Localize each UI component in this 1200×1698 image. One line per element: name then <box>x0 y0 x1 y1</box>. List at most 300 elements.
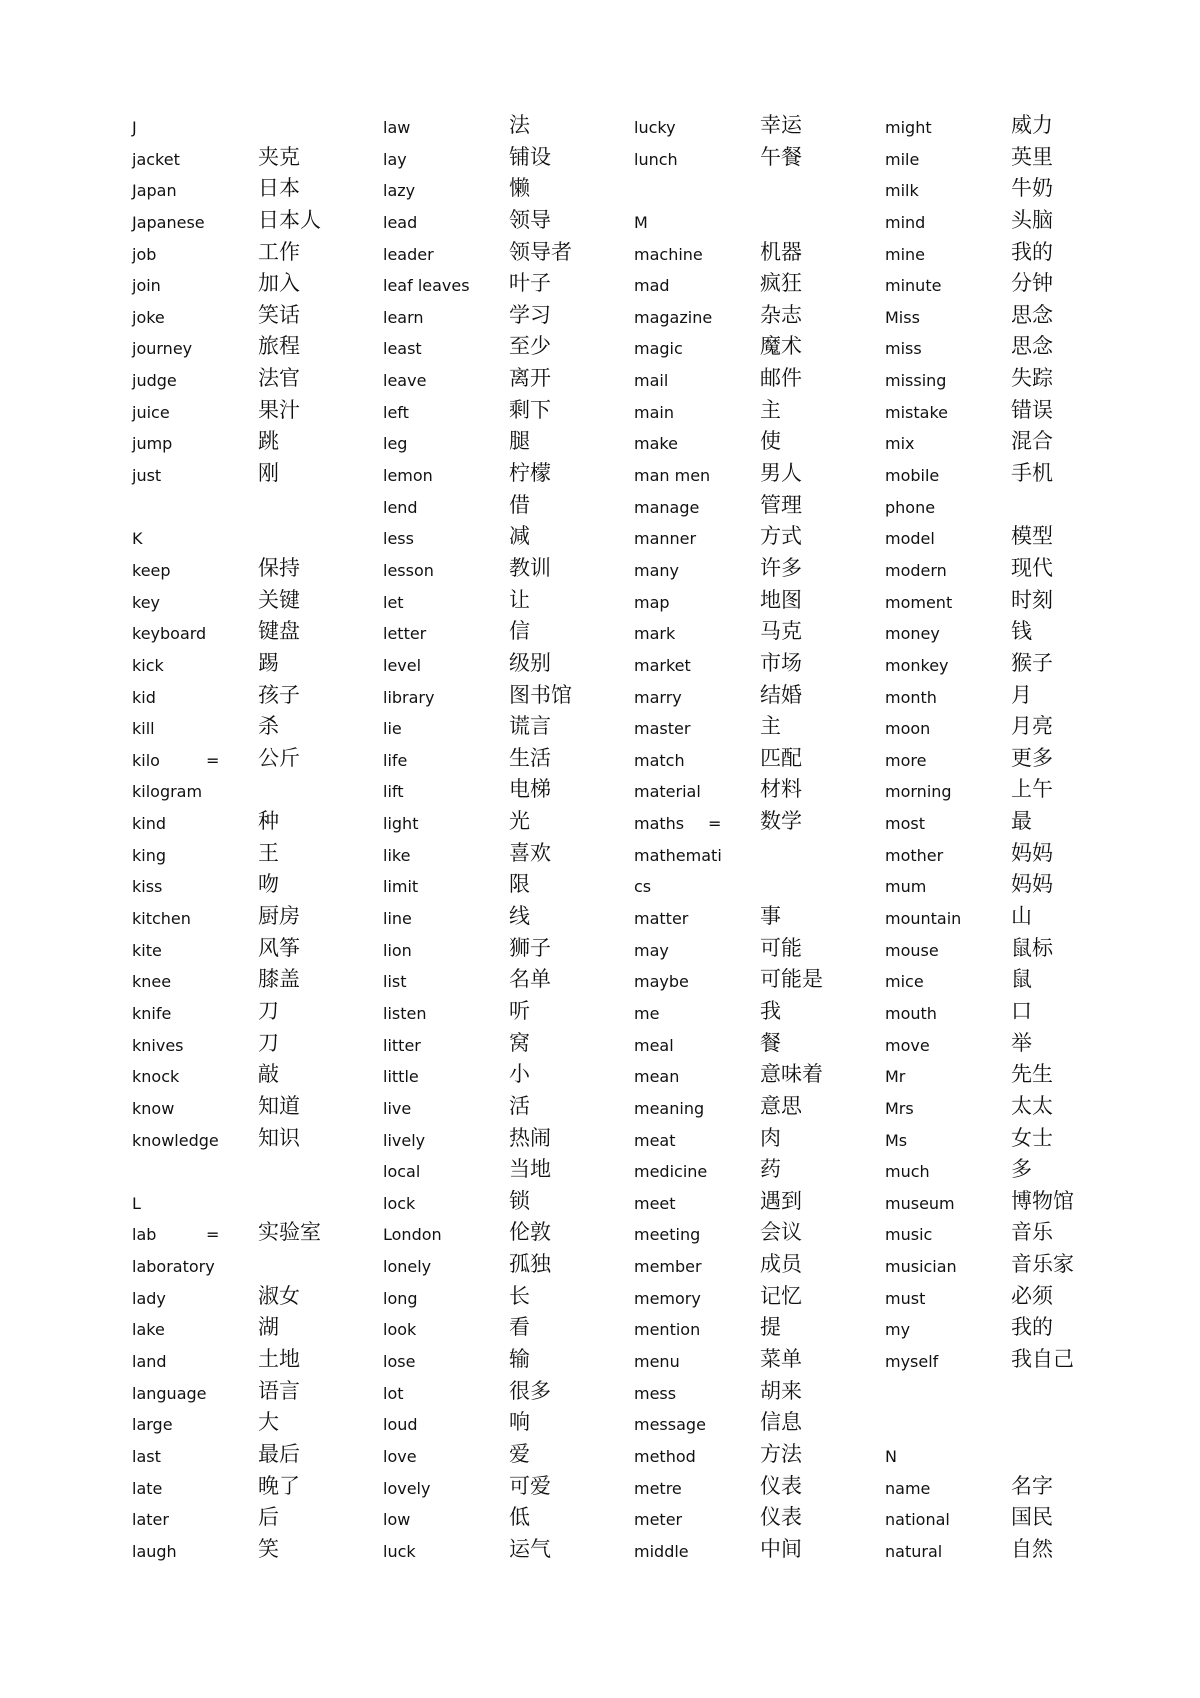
chinese-translation: 许多 <box>760 555 802 580</box>
word-entry <box>383 1409 623 1441</box>
chinese-translation: 保持 <box>258 555 300 580</box>
word-entry <box>885 966 1125 998</box>
word-entry <box>132 966 372 998</box>
word-entry <box>885 1283 1125 1315</box>
word-entry <box>132 175 372 207</box>
chinese-translation: 领导 <box>509 207 551 232</box>
chinese-translation: 邮件 <box>760 366 802 391</box>
chinese-translation: 音乐 <box>1011 1220 1053 1245</box>
english-word: month <box>885 687 937 707</box>
english-word: least <box>383 339 422 359</box>
word-entry <box>132 745 372 777</box>
english-word: juice <box>132 402 170 422</box>
chinese-translation: 看 <box>509 1315 530 1340</box>
english-word: keyboard <box>132 624 207 644</box>
english-word: library <box>383 687 435 707</box>
chinese-translation: 山 <box>1011 904 1032 929</box>
english-word: later <box>132 1510 169 1530</box>
chinese-translation: 上午 <box>1011 777 1053 802</box>
english-word: mathemati <box>634 845 722 865</box>
word-entry <box>132 1283 372 1315</box>
chinese-translation: 湖 <box>258 1315 279 1340</box>
chinese-translation: 活 <box>509 1093 530 1118</box>
chinese-translation: 成员 <box>760 1252 802 1277</box>
chinese-translation: 果汁 <box>258 397 300 422</box>
word-entry <box>383 1504 623 1536</box>
word-entry <box>634 903 874 935</box>
english-word: milk <box>885 181 919 201</box>
chinese-translation: 很多 <box>509 1378 551 1403</box>
english-word: laugh <box>132 1541 177 1561</box>
chinese-translation: 男人 <box>760 461 802 486</box>
word-entry <box>132 302 372 334</box>
word-entry <box>885 745 1125 777</box>
english-word: mad <box>634 276 670 296</box>
word-entry <box>132 903 372 935</box>
english-word: keep <box>132 560 171 580</box>
word-entry <box>634 618 874 650</box>
english-word: lemon <box>383 466 433 486</box>
english-word: journey <box>132 339 193 359</box>
english-word: lovely <box>383 1478 431 1498</box>
chinese-translation: 鼠标 <box>1011 935 1053 960</box>
chinese-translation: 法 <box>509 113 530 137</box>
english-word: large <box>132 1415 173 1435</box>
word-entry <box>885 998 1125 1030</box>
word-entry <box>634 1441 874 1473</box>
english-word: matter <box>634 909 689 929</box>
word-entry <box>132 1156 372 1188</box>
english-word: late <box>132 1478 163 1498</box>
english-word: may <box>634 940 669 960</box>
word-entry <box>885 840 1125 872</box>
english-word: move <box>885 1035 930 1055</box>
chinese-translation: 意思 <box>760 1093 802 1118</box>
english-word: mean <box>634 1067 680 1087</box>
chinese-translation: 多 <box>1011 1157 1032 1182</box>
word-entry <box>885 776 1125 808</box>
english-word: left <box>383 402 409 422</box>
english-word: last <box>132 1446 161 1466</box>
english-word: my <box>885 1320 911 1340</box>
english-word: level <box>383 655 422 675</box>
word-entry <box>132 776 372 808</box>
chinese-translation: 加入 <box>258 271 300 296</box>
word-entry <box>132 1030 372 1062</box>
chinese-translation: 午餐 <box>760 144 802 169</box>
english-word: mice <box>885 972 924 992</box>
word-entry <box>634 428 874 460</box>
english-word: more <box>885 750 927 770</box>
word-entry <box>885 144 1125 176</box>
word-entry <box>634 270 874 302</box>
word-entry <box>132 1251 372 1283</box>
chinese-translation: 女士 <box>1011 1125 1053 1150</box>
chinese-translation: 思念 <box>1011 334 1053 359</box>
chinese-translation: 谎言 <box>509 714 551 739</box>
chinese-translation: 使 <box>760 429 781 454</box>
english-word: lunch <box>634 149 678 169</box>
chinese-translation: 名字 <box>1011 1473 1053 1498</box>
english-word: minute <box>885 276 942 296</box>
english-word: man men <box>634 466 711 486</box>
english-word: lady <box>132 1288 166 1308</box>
word-entry <box>383 682 623 714</box>
english-word: lively <box>383 1130 426 1150</box>
word-entry <box>885 397 1125 429</box>
english-word: material <box>634 782 701 802</box>
word-entry <box>885 1030 1125 1062</box>
word-entry <box>132 523 372 555</box>
english-word: meet <box>634 1193 676 1213</box>
chinese-translation: 记忆 <box>760 1283 802 1308</box>
chinese-translation: 实验室 <box>258 1220 321 1245</box>
word-entry <box>634 840 874 872</box>
word-entry <box>885 239 1125 271</box>
word-entry <box>634 207 874 239</box>
chinese-translation: 风筝 <box>258 935 300 960</box>
word-entry <box>634 935 874 967</box>
word-entry <box>383 871 623 903</box>
word-entry <box>634 1378 874 1410</box>
word-entry <box>383 1536 623 1568</box>
english-word: N <box>885 1446 897 1466</box>
word-entry <box>634 1346 874 1378</box>
english-word: meter <box>634 1510 683 1530</box>
word-entry <box>132 1504 372 1536</box>
word-entry <box>383 713 623 745</box>
word-entry <box>383 144 623 176</box>
chinese-translation: 剩下 <box>509 397 551 422</box>
chinese-translation: 大 <box>258 1410 279 1435</box>
word-entry <box>634 650 874 682</box>
chinese-translation: 威力 <box>1011 113 1053 137</box>
chinese-translation: 当地 <box>509 1157 551 1182</box>
chinese-translation: 刚 <box>258 461 279 486</box>
english-word: phone <box>885 497 936 517</box>
english-word: music <box>885 1225 933 1245</box>
english-word: less <box>383 529 414 549</box>
english-word: land <box>132 1351 167 1371</box>
english-word: jacket <box>132 149 180 169</box>
chinese-translation: 日本 <box>258 176 300 201</box>
word-entry <box>132 555 372 587</box>
word-entry <box>132 713 372 745</box>
chinese-translation: 法官 <box>258 366 300 391</box>
chinese-translation: 匹配 <box>760 745 802 770</box>
chinese-translation: 音乐家 <box>1011 1252 1074 1277</box>
word-entry <box>383 1125 623 1157</box>
english-word: join <box>132 276 161 296</box>
chinese-translation: 钱 <box>1011 619 1032 644</box>
english-word: language <box>132 1383 207 1403</box>
chinese-translation: 学习 <box>509 302 551 327</box>
word-entry <box>383 555 623 587</box>
chinese-translation: 响 <box>509 1410 530 1435</box>
chinese-translation: 材料 <box>760 777 802 802</box>
word-entry <box>132 682 372 714</box>
word-entry <box>132 428 372 460</box>
word-entry <box>132 1473 372 1505</box>
word-entry <box>132 1441 372 1473</box>
word-entry <box>383 333 623 365</box>
word-entry <box>132 1219 372 1251</box>
word-entry <box>634 112 874 144</box>
word-entry <box>885 333 1125 365</box>
chinese-translation: 可能是 <box>760 967 823 992</box>
chinese-translation: 月亮 <box>1011 714 1053 739</box>
english-word: market <box>634 655 691 675</box>
word-entry <box>634 239 874 271</box>
english-word: main <box>634 402 674 422</box>
chinese-translation: 工作 <box>258 239 300 264</box>
english-word: job <box>132 244 157 264</box>
english-word: local <box>383 1162 421 1182</box>
chinese-translation: 杀 <box>258 714 279 739</box>
chinese-translation: 机器 <box>760 239 802 264</box>
english-word: marry <box>634 687 682 707</box>
word-entry <box>634 1473 874 1505</box>
chinese-translation: 关键 <box>258 587 300 612</box>
chinese-translation: 日本人 <box>258 207 321 232</box>
chinese-translation: 键盘 <box>258 619 300 644</box>
english-word: modern <box>885 560 947 580</box>
word-entry <box>383 1219 623 1251</box>
english-word: let <box>383 592 404 612</box>
equals-sign: = <box>206 1225 220 1245</box>
english-word: Mr <box>885 1067 906 1087</box>
chinese-translation: 错误 <box>1011 397 1053 422</box>
english-word: luck <box>383 1541 416 1561</box>
word-entry <box>634 523 874 555</box>
english-word: musician <box>885 1257 957 1277</box>
word-entry <box>885 207 1125 239</box>
english-word: name <box>885 1478 931 1498</box>
chinese-translation: 提 <box>760 1315 781 1340</box>
english-word: money <box>885 624 940 644</box>
english-word: map <box>634 592 670 612</box>
word-entry <box>383 460 623 492</box>
english-word: master <box>634 719 691 739</box>
word-entry <box>634 682 874 714</box>
english-word: joke <box>132 307 165 327</box>
word-entry <box>634 871 874 903</box>
english-word: meat <box>634 1130 676 1150</box>
english-word: mess <box>634 1383 677 1403</box>
word-entry <box>634 302 874 334</box>
word-entry <box>383 1473 623 1505</box>
english-word: London <box>383 1225 442 1245</box>
chinese-translation: 方法 <box>760 1441 802 1466</box>
chinese-translation: 晚了 <box>258 1473 300 1498</box>
chinese-translation: 结婚 <box>760 682 802 707</box>
chinese-translation: 失踪 <box>1011 366 1053 391</box>
word-entry <box>885 1536 1125 1568</box>
word-entry <box>885 713 1125 745</box>
chinese-translation: 热闹 <box>509 1125 551 1150</box>
word-entry <box>885 492 1125 524</box>
english-word: manage <box>634 497 700 517</box>
word-entry <box>885 587 1125 619</box>
word-entry <box>634 1061 874 1093</box>
english-word: most <box>885 814 925 834</box>
chinese-translation: 月 <box>1011 682 1032 707</box>
chinese-translation: 口 <box>1011 998 1032 1023</box>
chinese-translation: 刀 <box>258 1030 279 1055</box>
chinese-translation: 长 <box>509 1283 530 1308</box>
word-entry <box>634 587 874 619</box>
word-entry <box>132 270 372 302</box>
english-word: Ms <box>885 1130 908 1150</box>
word-entry <box>132 460 372 492</box>
word-entry <box>132 935 372 967</box>
chinese-translation: 时刻 <box>1011 587 1053 612</box>
word-entry <box>383 776 623 808</box>
english-word: national <box>885 1510 950 1530</box>
chinese-translation: 我自己 <box>1011 1346 1074 1371</box>
english-word: like <box>383 845 411 865</box>
english-word: lonely <box>383 1257 432 1277</box>
chinese-translation: 跳 <box>258 429 279 454</box>
english-word: Mrs <box>885 1098 914 1118</box>
english-word: manner <box>634 529 697 549</box>
chinese-translation: 至少 <box>509 334 551 359</box>
english-word: kitchen <box>132 909 191 929</box>
word-entry <box>634 1251 874 1283</box>
word-entry <box>383 1314 623 1346</box>
chinese-translation: 图书馆 <box>509 682 572 707</box>
english-word: lesson <box>383 560 434 580</box>
word-entry <box>634 144 874 176</box>
english-word: mail <box>634 371 669 391</box>
chinese-translation: 让 <box>509 587 530 612</box>
equals-sign: = <box>708 814 722 834</box>
english-word: memory <box>634 1288 701 1308</box>
english-word: meeting <box>634 1225 701 1245</box>
english-word: much <box>885 1162 930 1182</box>
word-entry <box>885 1504 1125 1536</box>
word-entry <box>383 428 623 460</box>
english-word: kill <box>132 719 155 739</box>
word-entry <box>132 1188 372 1220</box>
word-entry <box>885 1156 1125 1188</box>
chinese-translation: 生活 <box>509 745 551 770</box>
english-word: list <box>383 972 407 992</box>
english-word: lay <box>383 149 407 169</box>
word-entry <box>383 492 623 524</box>
english-word: litter <box>383 1035 421 1055</box>
word-entry <box>383 1188 623 1220</box>
chinese-translation: 踢 <box>258 650 279 675</box>
chinese-translation: 喜欢 <box>509 840 551 865</box>
word-entry <box>885 428 1125 460</box>
word-entry <box>383 523 623 555</box>
word-entry <box>132 492 372 524</box>
chinese-translation: 妈妈 <box>1011 840 1053 865</box>
english-word: maybe <box>634 972 689 992</box>
word-entry <box>634 998 874 1030</box>
english-word: many <box>634 560 679 580</box>
word-entry <box>132 1093 372 1125</box>
english-word: match <box>634 750 685 770</box>
chinese-translation: 幸运 <box>760 113 802 137</box>
english-word: mistake <box>885 402 948 422</box>
chinese-translation: 狮子 <box>509 935 551 960</box>
english-word: mouth <box>885 1003 937 1023</box>
english-word: jump <box>132 434 173 454</box>
word-entry <box>132 1346 372 1378</box>
chinese-translation: 意味着 <box>760 1062 823 1087</box>
word-entry <box>634 1504 874 1536</box>
word-entry <box>885 1093 1125 1125</box>
english-word: light <box>383 814 419 834</box>
chinese-translation: 混合 <box>1011 429 1053 454</box>
english-word: member <box>634 1257 702 1277</box>
chinese-translation: 厨房 <box>258 904 300 929</box>
word-entry <box>132 144 372 176</box>
word-entry <box>132 207 372 239</box>
english-word: lose <box>383 1351 416 1371</box>
word-entry <box>885 1409 1125 1441</box>
word-entry <box>885 650 1125 682</box>
chinese-translation: 减 <box>509 524 530 549</box>
chinese-translation: 光 <box>509 809 530 834</box>
chinese-translation: 输 <box>509 1346 530 1371</box>
chinese-translation: 方式 <box>760 524 802 549</box>
word-entry <box>634 966 874 998</box>
chinese-translation: 铺设 <box>509 144 551 169</box>
chinese-translation: 先生 <box>1011 1062 1053 1087</box>
english-word: judge <box>132 371 177 391</box>
english-word: model <box>885 529 935 549</box>
english-word: lead <box>383 212 418 232</box>
english-word: magazine <box>634 307 713 327</box>
equals-sign: = <box>206 750 220 770</box>
chinese-translation: 懒 <box>509 176 530 201</box>
word-entry <box>383 998 623 1030</box>
chinese-translation: 中间 <box>760 1536 802 1561</box>
word-entry <box>634 492 874 524</box>
word-entry <box>132 365 372 397</box>
english-word: machine <box>634 244 703 264</box>
chinese-translation: 最后 <box>258 1441 300 1466</box>
english-word: laboratory <box>132 1257 215 1277</box>
english-word: leaf leaves <box>383 276 470 296</box>
english-word: life <box>383 750 408 770</box>
word-entry <box>383 175 623 207</box>
chinese-translation: 管理 <box>760 492 802 517</box>
word-entry <box>383 587 623 619</box>
word-entry <box>383 618 623 650</box>
english-word: K <box>132 529 143 549</box>
english-word: mum <box>885 877 927 897</box>
english-word: mine <box>885 244 926 264</box>
english-word: line <box>383 909 412 929</box>
chinese-translation: 博物馆 <box>1011 1188 1074 1213</box>
chinese-translation: 夹克 <box>258 144 300 169</box>
chinese-translation: 刀 <box>258 998 279 1023</box>
word-entry <box>383 1283 623 1315</box>
english-word: kind <box>132 814 167 834</box>
chinese-translation: 公斤 <box>258 745 300 770</box>
word-entry <box>885 523 1125 555</box>
chinese-translation: 后 <box>258 1505 279 1530</box>
english-word: long <box>383 1288 418 1308</box>
english-word: learn <box>383 307 424 327</box>
word-entry <box>383 935 623 967</box>
word-entry <box>634 333 874 365</box>
english-word: Japan <box>132 181 177 201</box>
